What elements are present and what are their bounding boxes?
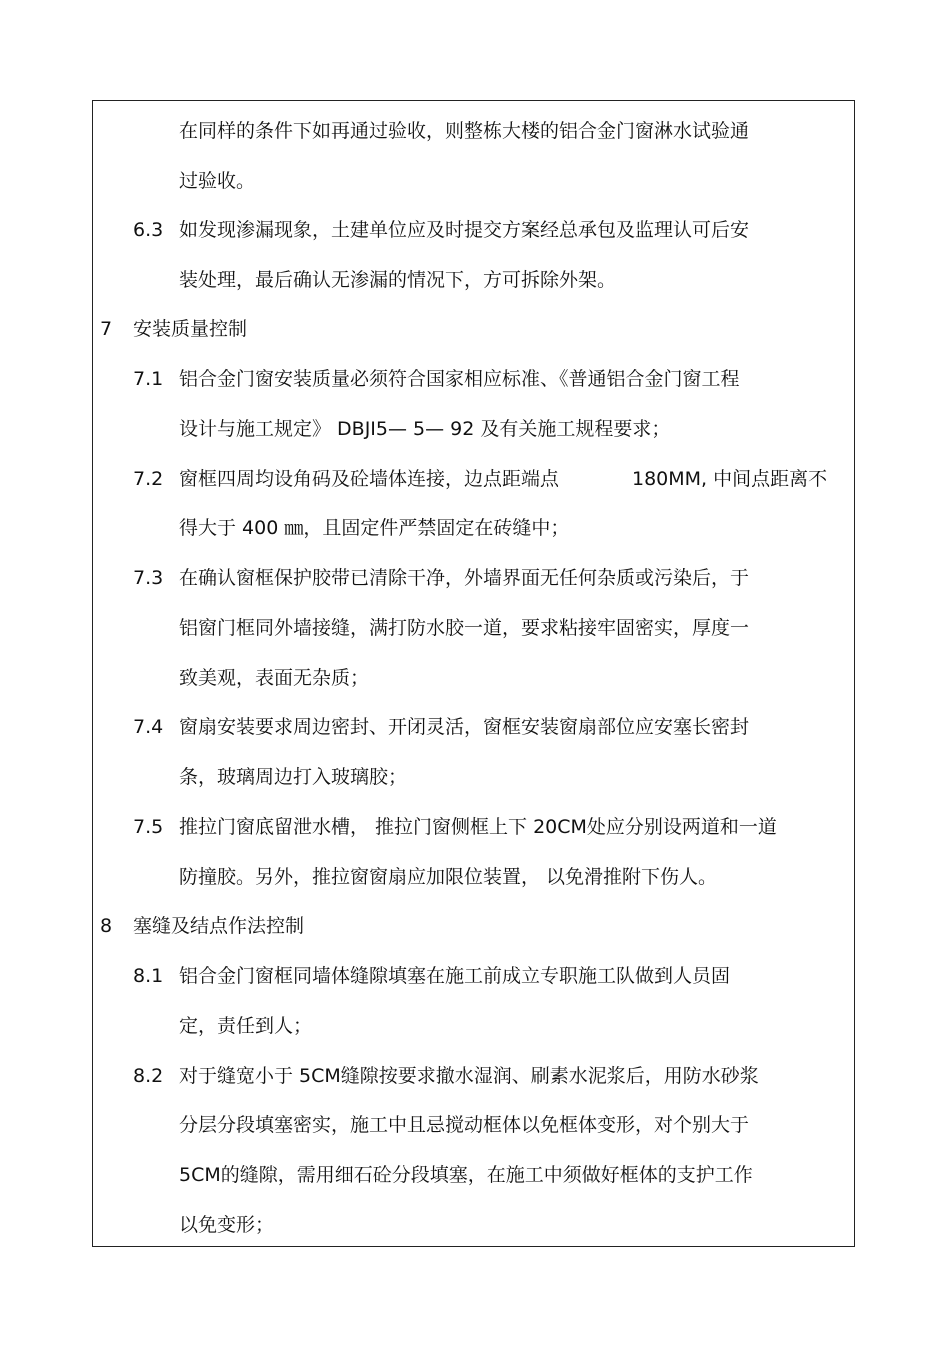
text-line: 在同样的条件下如再通过验收，则整栋大楼的铝合金门窗淋水试验通	[179, 120, 750, 142]
section-number: 7.1	[133, 368, 164, 390]
text-line: 设计与施工规定》 DBJI5— 5— 92 及有关施工规程要求；	[179, 418, 671, 440]
text-line: 5CM的缝隙，需用细石砼分段填塞，在施工中须做好框体的支护工作	[179, 1164, 753, 1186]
text-line: 致美观，表面无杂质；	[179, 667, 370, 689]
section-number: 8	[100, 915, 113, 937]
text-line: 分层分段填塞密实，施工中且忌搅动框体以免框体变形，对个别大于	[179, 1114, 750, 1136]
section-number: 8.2	[133, 1065, 164, 1087]
section-number: 7.4	[133, 716, 164, 738]
text-line: 窗扇安装要求周边密封、开闭灵活，窗框安装窗扇部位应安塞长密封	[179, 716, 750, 738]
section-number: 7	[100, 318, 113, 340]
text-line: 定，责任到人；	[179, 1015, 313, 1037]
text-line: 窗框四周均设角码及砼墙体连接，边点距端点	[179, 468, 560, 490]
text-line: 铝窗门框同外墙接缝，满打防水胶一道，要求粘接牢固密实，厚度一	[179, 617, 750, 639]
text-line: 对于缝宽小于 5CM缝隙按要求撤水湿润、刷素水泥浆后，用防水砂浆	[179, 1065, 759, 1087]
section-heading: 塞缝及结点作法控制	[133, 915, 305, 937]
text-line-continued: 180MM, 中间点距离不	[632, 468, 828, 490]
text-line: 如发现渗漏现象，土建单位应及时提交方案经总承包及监理认可后安	[179, 219, 750, 241]
text-line: 防撞胶。另外，推拉窗窗扇应加限位装置， 以免滑推附下伤人。	[179, 866, 718, 888]
text-line: 装处理，最后确认无渗漏的情况下，方可拆除外架。	[179, 269, 617, 291]
text-line: 过验收。	[179, 170, 256, 192]
section-number: 6.3	[133, 219, 164, 241]
section-number: 7.2	[133, 468, 164, 490]
text-line: 条，玻璃周边打入玻璃胶；	[179, 766, 408, 788]
text-line: 铝合金门窗框同墙体缝隙填塞在施工前成立专职施工队做到人员固	[179, 965, 731, 987]
text-line: 得大于 400 ㎜，且固定件严禁固定在砖缝中；	[179, 517, 570, 539]
section-number: 7.3	[133, 567, 164, 589]
text-line: 在确认窗框保护胶带已清除干净，外墙界面无任何杂质或污染后，于	[179, 567, 750, 589]
text-line: 以免变形；	[179, 1214, 275, 1236]
section-number: 7.5	[133, 816, 164, 838]
text-line: 铝合金门窗安装质量必须符合国家相应标准、《普通铝合金门窗工程	[179, 368, 740, 390]
text-line: 推拉门窗底留泄水槽， 推拉门窗侧框上下 20CM处应分别设两道和一道	[179, 816, 777, 838]
section-heading: 安装质量控制	[133, 318, 248, 340]
section-number: 8.1	[133, 965, 164, 987]
